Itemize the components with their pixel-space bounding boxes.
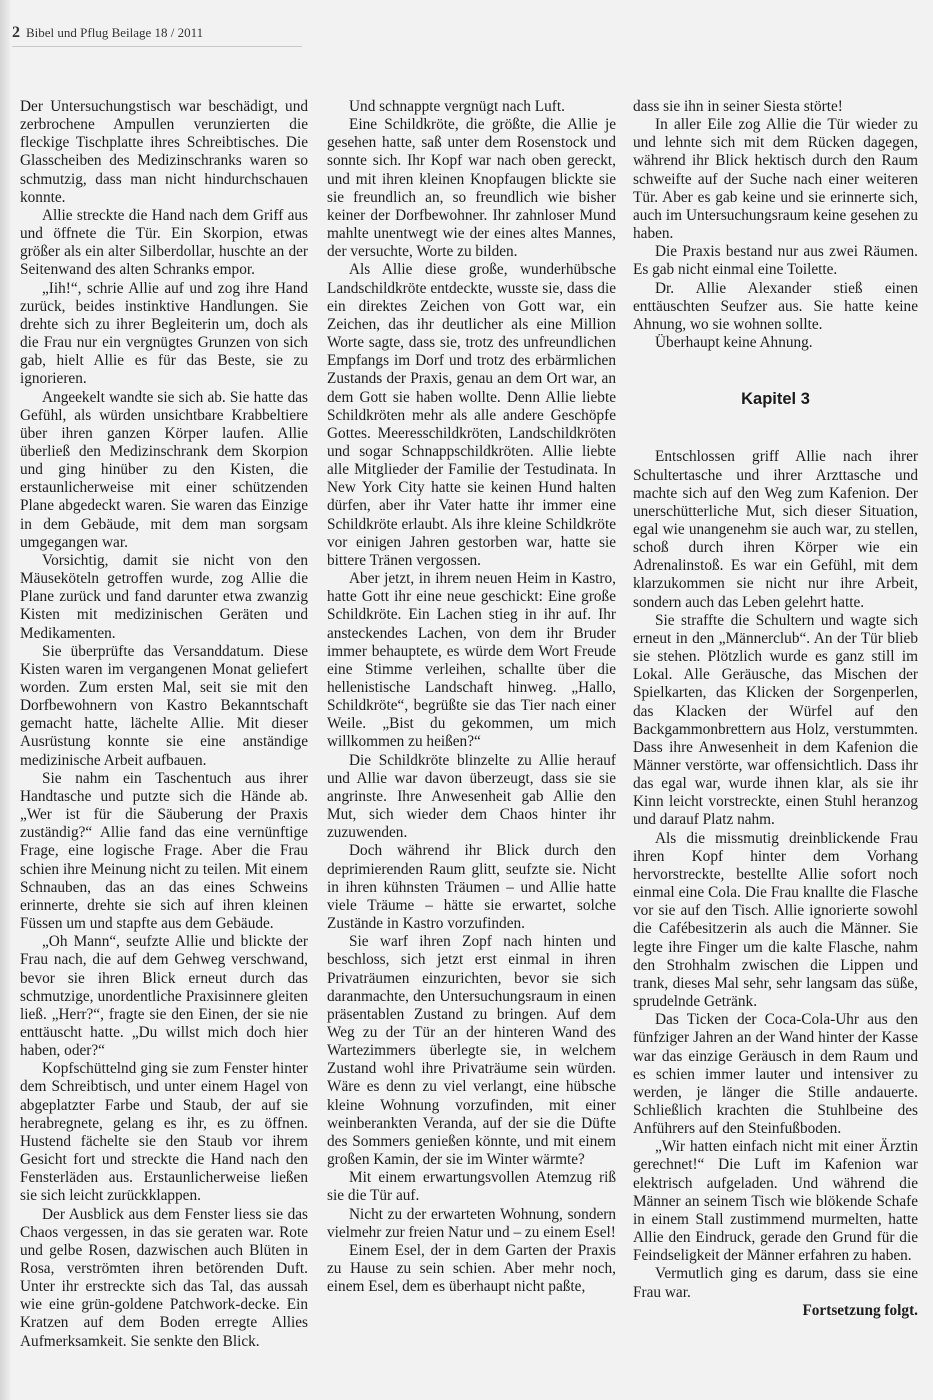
paragraph: Sie warf ihren Zopf nach hinten und beschloss, sich jetzt erst einmal in ihren Privaträumen einzurichten, bevor sie sich daranmachte, den Untersuchungsraum in einen präsentablen Zustand zu bringen. Auf dem Weg zu der Tür an der hinteren Wand des Wartezimmers überlegte sie, in welchem Zustand wohl ihre Privaträume sein würden. Wäre es denn zu viel verlangt, eine hübsche kleine Wohnung vorzufinden, mit einer weinberankten Veranda, auf der sie die Düfte des Sommers genießen könnte, und mit einem großen Kamin, der sie im Winter wärmte? — [327, 933, 616, 1169]
paragraph: Entschlossen griff Allie nach ihrer Schultertasche und ihrer Arzttasche und machte sich auf den Weg zum Kafenion. Der unerschütterliche Mut, sich dieser Situation, egal wie unangenehm sie auch war, zu stellen, schoß durch ihren Körper wie ein Adrenalinstoß. Es war ein Gefühl, mit dem klarzukommen sie nicht nur ihre Arbeit, sondern auch das Leben gelehrt hatte. — [633, 448, 918, 611]
paragraph: Vorsichtig, damit sie nicht von den Mäuseköteln getroffen wurde, zog Allie die Plane zurück und fand darunter etwa zwanzig Kisten mit medizinischen Geräten und Medikamenten. — [20, 551, 308, 642]
paragraph: Sie überprüfte das Versanddatum. Diese Kisten waren im vergangenen Monat geliefert worden. Zum ersten Mal, seit sie mit den Dorfbewohnern von Kastro Bekanntschaft gemacht hatte, lächelte Allie. Mit dieser Ausrüstung konnte sie eine anständige medizinische Arbeit aufbauen. — [20, 642, 308, 769]
paragraph: Der Untersuchungstisch war beschädigt, und zerbrochene Ampullen verunzierten die fleckige Tischplatte ihres Schreibtisches. Die Glasscheiben des Medizinschranks waren so schmutzig, dass man nicht hindurchschauen konnte. — [20, 98, 308, 206]
continuation-note: Fortsetzung folgt. — [802, 1301, 918, 1319]
paragraph: Allie streckte die Hand nach dem Griff aus und öffnete die Tür. Ein Skorpion, etwas größer als ein alter Silberdollar, huschte an der Seitenwand des alten Schranks empor. — [20, 206, 308, 279]
paragraph: „Iih!“, schrie Allie auf und zog ihre Hand zurück, beides instinktive Handlungen. Sie drehte sich zu ihrer Begleiterin um, doch als die Frau nur ein vergnügtes Grunzen von sich gab, hielt Allie es für das Beste, sie zu ignorieren. — [20, 279, 308, 388]
paragraph: Als die missmutig dreinblickende Frau ihren Kopf hinter dem Vorhang hervorstreckte, bestellte Allie sofort noch einmal eine Cola. Die Frau knallte die Flasche vor sie auf den Tisch. Allie ignorierte sowohl die Cafébesitzerin als auch die Männer. Sie legte ihre Finger um die kalte Flasche, nahm den Strohhalm zwischen die Lippen und trank, dieses Mal sehr, sehr langsam das süße, sprudelnde Getränk. — [633, 829, 918, 1011]
paragraph: Dr. Allie Alexander stieß einen enttäuschten Seufzer aus. Sie hatte keine Ahnung, wo sie wohnen sollte. — [633, 279, 918, 333]
paragraph: Das Ticken der Coca-Cola-Uhr aus den fünfziger Jahren an der Wand hinter der Kasse war das einzige Geräusch in dem Raum und es schien immer lauter und intensiver zu werden, je länger die Stille andauerte. Schließlich krachten die Stuhlbeine des Anführers auf den Steinfußboden. — [633, 1011, 918, 1138]
paragraph: Sie nahm ein Taschentuch aus ihrer Handtasche und putzte sich die Hände ab. „Wer ist für die Säuberung der Praxis zuständig?“ Allie fand das eine vernünftige Frage, eine logische Frage. Aber die Frau schien ihre Meinung nicht zu teilen. Mit einem Schnauben, das an das eines Schweins erinnerte, drehte sie sich auf ihren kleinen Füssen um und stapfte aus dem Gebäude. — [20, 769, 308, 933]
page-header — [12, 22, 203, 44]
paragraph: Die Schildkröte blinzelte zu Allie herauf und Allie war davon überzeugt, dass sie sie angrinste. Ihre Anwesenheit gab Allie den Mut, sich wieder dem Chaos hinter ihr zuzuwenden. — [327, 751, 616, 842]
paragraph: Als Allie diese große, wunderhübsche Landschildkröte entdeckte, wusste sie, dass die ein direktes Zeichen von Gott war, ein Zeichen, das ihr deutlicher als eine Million Worte sagte, dass sie, trotz des unfreundlichen Empfangs im Dorf und trotz des erbärmlichen Zustands der Praxis, genau an dem Ort war, an dem Gott sie haben wollte. Denn Allie liebte Schildkröten mehr als alle andere Geschöpfe Gottes. Meeresschildkröten, Landschildkröten und sogar Schnappschildkröten. Allie liebte alle Mitglieder der Familie der Testudinata. In New York City hatte sie keinen Hund halten dürfen, aber ihr Vater hatte ihr immer eine Schildkröte erlaubt. Als ihre kleine Schildkröte vor einigen Jahren gestorben war, hatte sie bittere Tränen vergossen. — [327, 261, 616, 569]
page-number: 2 — [12, 24, 20, 41]
text-column-1 — [20, 98, 308, 1383]
paragraph: Vermutlich ging es darum, dass sie eine Frau war. — [633, 1265, 918, 1301]
paragraph: Eine Schildkröte, die größte, die Allie je gesehen hatte, saß unter dem Rosenstock und sonnte sich. Ihr Kopf war nach oben gereckt, und mit ihren kleinen Knopfaugen blickte sie sie freundlich an, so freundlich wie bisher keiner der Dorfbewohner. Ihr zahnloser Mund mahlte unentwegt wie der eines altes Mannes, der versuchte, Worte zu bilden. — [327, 116, 616, 261]
paragraph: Doch während ihr Blick durch den deprimierenden Raum glitt, seufzte sie. Nicht in ihren kühnsten Träumen – und Allie hatte viele Träume – hätte sie erwartet, solche Zustände in Kastro vorzufinden. — [327, 842, 616, 933]
paragraph: Angeekelt wandte sie sich ab. Sie hatte das Gefühl, als würden unsichtbare Krabbeltiere über ihren ganzen Körper laufen. Allie überließ den Medizinschrank dem Skorpion und ging hinüber zu den Kisten, die erstaunlicherweise mit einer schützenden Plane abgedeckt waren. Sie waren das Einzige in dem Gebäude, mit dem man sorgsam umgegangen war. — [20, 388, 308, 551]
publication-title: Bibel und Pflug Beilage 18 / 2011 — [26, 25, 204, 40]
chapter-heading: Kapitel 3 — [741, 390, 810, 409]
paragraph: dass sie ihn in seiner Siesta störte! — [633, 98, 843, 115]
header-rule — [12, 46, 302, 47]
paragraph: „Oh Mann“, seufzte Allie und blickte der Frau nach, die auf dem Gehweg verschwand, bevor sie ihren Blick erneut durch das schmutzige, unordentliche Praxisinnere gleiten ließ. „Herr?“, fragte sie den Einen, der sie nie enttäuscht hatte. „Du willst mich doch hier haben, oder?“ — [20, 933, 308, 1060]
page-edge — [0, 0, 10, 1400]
text-column-3 — [633, 98, 918, 1383]
paragraph: Überhaupt keine Ahnung. — [655, 334, 813, 352]
text-column-2 — [327, 98, 616, 1383]
paragraph: Mit einem erwartungsvollen Atemzug riß sie die Tür auf. — [327, 1169, 616, 1205]
paragraph: Einem Esel, der in dem Garten der Praxis zu Hause zu sein schien. Aber mehr noch, einem Esel, dem es überhaupt nicht paßte, — [327, 1241, 616, 1296]
paragraph: Aber jetzt, in ihrem neuen Heim in Kastro, hatte Gott ihr eine neue geschickt: Eine große Schildkröte. Ein Lachen stieg in ihr auf. Ihr ansteckendes Lachen, von dem ihr Bruder immer behauptete, es würde dem Wort Freude eine Stimme verleihen, schallte über die hellenistische Landschaft hinweg. „Hallo, Schildkröte“, begrüßte sie das Tier nach einer Weile. „Bist du gekommen, um mich willkommen zu heißen?“ — [327, 570, 616, 751]
paragraph: Sie straffte die Schultern und wagte sich erneut in den „Männerclub“. An der Tür blieb sie stehen. Plötzlich wurde es ganz still im Lokal. Alle Geräusche, das Mischen der Spielkarten, das Klicken der Sorgenperlen, das Klacken der Würfel auf den Backgammonbrettern aus Holz, verstummten. Dass ihre Anwesenheit in dem Kafenion die Männer verstörte, war offensichtlich. Dass ihr das egal war, wurde ihnen klar, als sie ihr Kinn leicht vorstreckte, einen Stuhl heranzog und darauf Platz nahm. — [633, 611, 918, 829]
paragraph: In aller Eile zog Allie die Tür wieder zu und lehnte sich mit dem Rücken dagegen, während ihr Blick hektisch durch den Raum schweifte auf der Suche nach einer weiteren Tür. Aber es gab keine und sie erinnerte sich, auch im Untersuchungsraum keine gesehen zu haben. — [633, 116, 918, 243]
paragraph: Die Praxis bestand nur aus zwei Räumen. Es gab nicht einmal eine Toilette. — [633, 243, 918, 279]
paragraph: Kopfschüttelnd ging sie zum Fenster hinter dem Schreibtisch, und unter einem Hagel von abgeplatzter Farbe und Staub, der auf sie herabregnete, gelang es ihr, es zu öffnen. Hustend fächelte sie den Staub vor ihrem Gesicht fort und streckte die Hand nach den Fensterläden aus. Erstaunlicherweise ließen sie sich leicht zurückklappen. — [20, 1060, 308, 1205]
paragraph: Nicht zu der erwarteten Wohnung, sondern vielmehr zur freien Natur und – zu einem Esel! — [327, 1205, 616, 1241]
paragraph: „Wir hatten einfach nicht mit einer Ärztin gerechnet!“ Die Luft im Kafenion war elektrisch aufgeladen. Und während die Männer an seinem Tisch wie blökende Schafe in einem Stall zustimmend murmelten, hatte Allie den Eindruck, gerade den Grund für die Feindseligkeit der Männer erfahren zu haben. — [633, 1138, 918, 1265]
paragraph: Der Ausblick aus dem Fenster liess sie das Chaos vergessen, in das sie geraten war. Rote und gelbe Rosen, dazwischen auch Blüten in Rosa, verströmten ihren betörenden Duft. Unter ihr erstreckte sich das Tal, das aussah wie eine grün-goldene Patchwork-decke. Ein Kratzen auf dem Boden erregte Allies Aufmerksamkeit. Sie senkte den Blick. — [20, 1205, 308, 1350]
paragraph: Und schnappte vergnügt nach Luft. — [349, 98, 565, 115]
